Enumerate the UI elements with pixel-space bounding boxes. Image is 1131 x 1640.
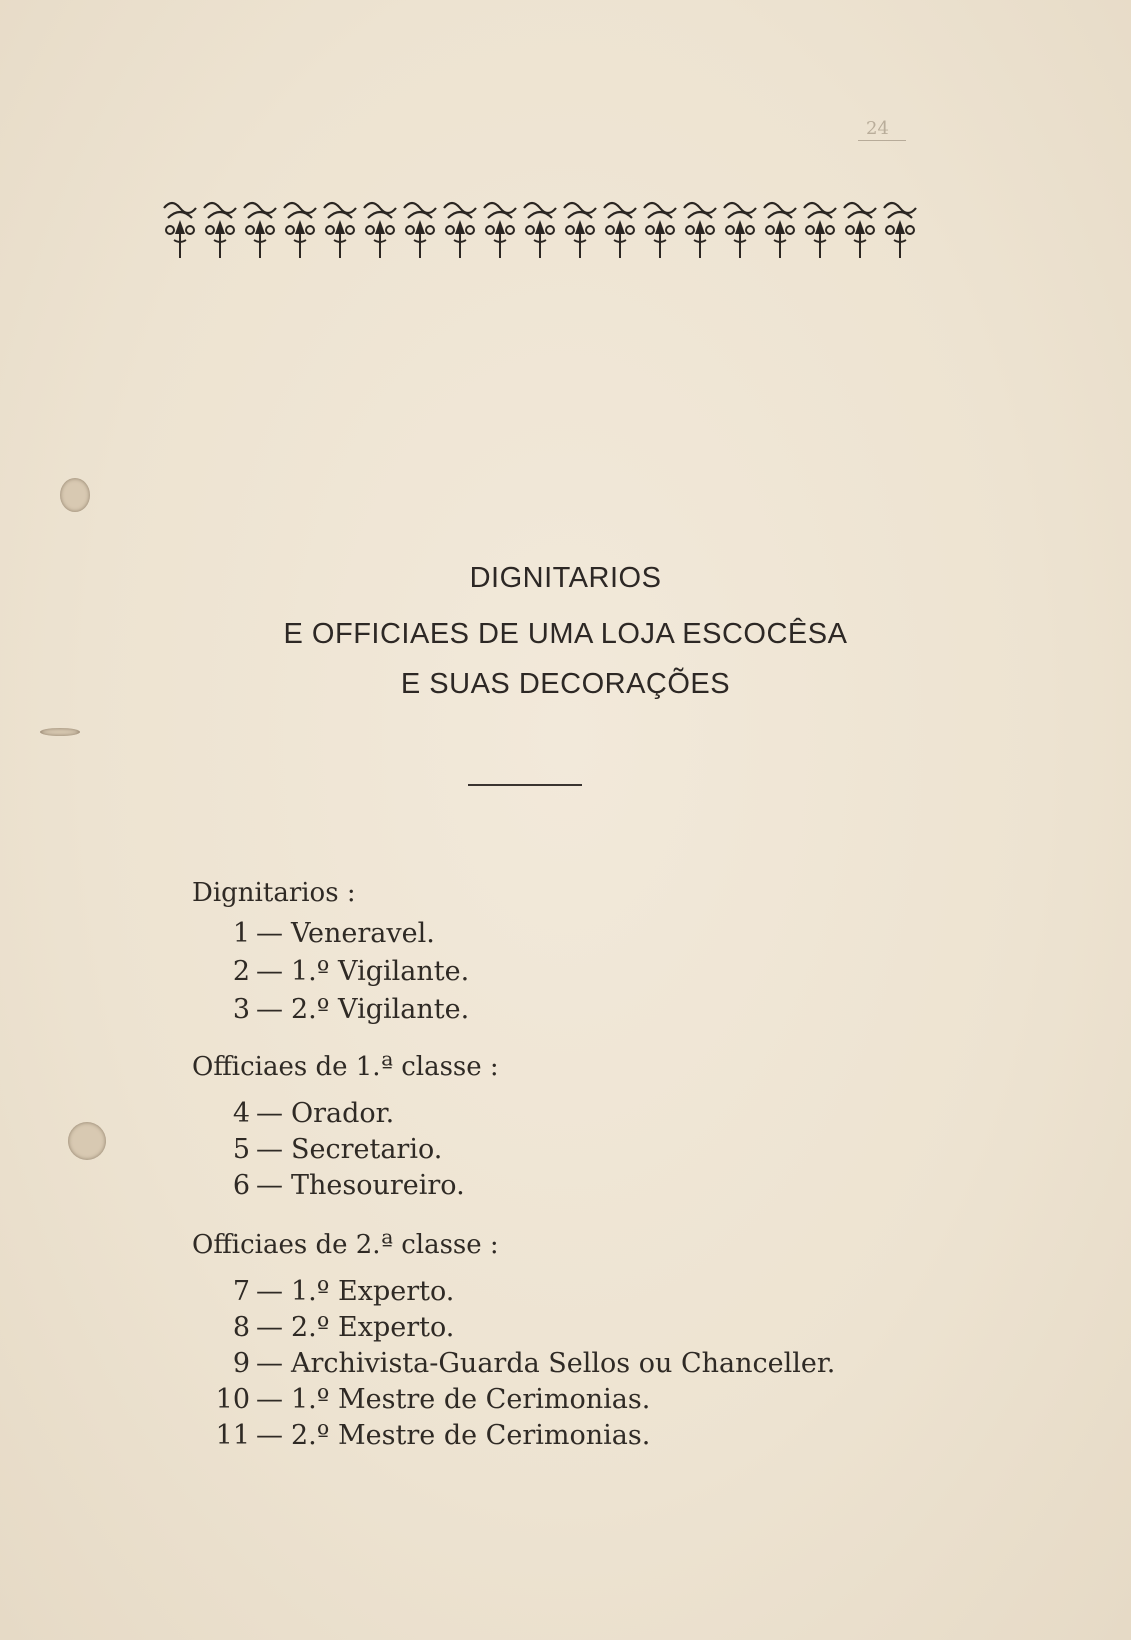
list-item: 8 — 2.º Experto. bbox=[232, 1312, 455, 1343]
binding-hole-1 bbox=[60, 478, 90, 512]
list-item: 9 — Archivista-Guarda Sellos ou Chanceller. bbox=[232, 1348, 836, 1379]
binding-hole-3 bbox=[68, 1122, 106, 1160]
title-line-3: E SUAS DECORAÇÕES bbox=[400, 668, 731, 700]
page-number: 24 bbox=[866, 118, 889, 139]
list-item: 4 — Orador. bbox=[232, 1098, 395, 1129]
page-number-mark bbox=[858, 140, 906, 141]
list-item: 11 — 2.º Mestre de Cerimonias. bbox=[215, 1420, 651, 1451]
binding-hole-2 bbox=[40, 728, 80, 736]
list-item: 3 — 2.º Vigilante. bbox=[232, 994, 470, 1025]
section-heading-officiaes-1: Officiaes de 1.ª classe : bbox=[192, 1052, 499, 1082]
list-item: 10 — 1.º Mestre de Cerimonias. bbox=[215, 1384, 651, 1415]
divider-rule bbox=[468, 784, 582, 786]
list-item: 5 — Secretario. bbox=[232, 1134, 443, 1165]
list-item: 2 — 1.º Vigilante. bbox=[232, 956, 470, 987]
section-heading-dignitarios: Dignitarios : bbox=[192, 878, 356, 908]
title-line-2: E OFFICIAES DE UMA LOJA ESCOCÊSA bbox=[283, 618, 848, 650]
list-item: 7 — 1.º Experto. bbox=[232, 1276, 455, 1307]
list-item: 6 — Thesoureiro. bbox=[232, 1170, 465, 1201]
title-line-1: DIGNITARIOS bbox=[469, 562, 662, 594]
section-heading-officiaes-2: Officiaes de 2.ª classe : bbox=[192, 1230, 499, 1260]
ornamental-border-icon bbox=[160, 196, 920, 286]
list-item: 1 — Veneravel. bbox=[232, 918, 435, 949]
